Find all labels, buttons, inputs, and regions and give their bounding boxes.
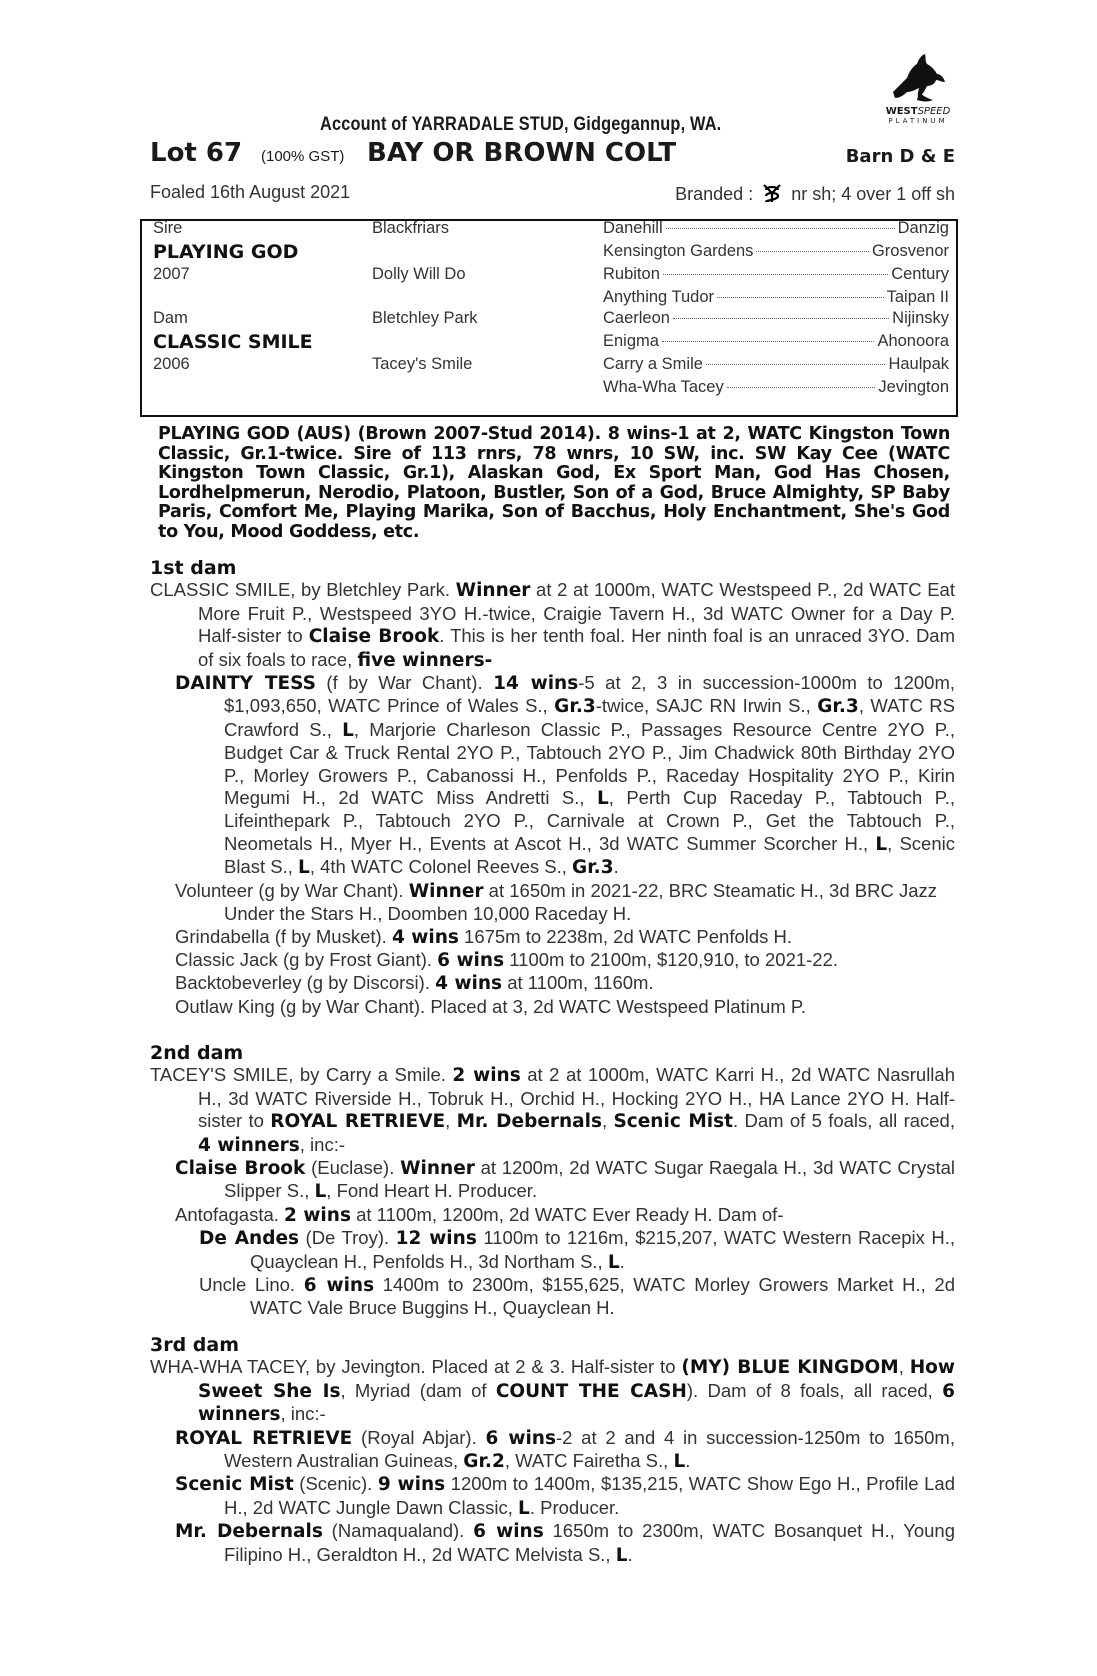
bold-run: L bbox=[596, 788, 609, 810]
text-run: , bbox=[898, 1356, 910, 1378]
bold-run: ROYAL RETRIEVE bbox=[270, 1111, 446, 1133]
bold-run: 6 wins bbox=[473, 1521, 544, 1543]
bold-run: How Sweet She Is bbox=[198, 1357, 955, 1402]
bold-run: five winners- bbox=[357, 649, 493, 671]
dam-label: Dam bbox=[153, 309, 188, 327]
section-heading: 1st dam bbox=[150, 557, 237, 579]
text-run: , Scenic Blast S., bbox=[224, 832, 955, 878]
text-run: at 1650m in 2021-22, BRC Steamatic H., 3d BRC Jazz Under the Stars H., Doomben 10,000 Raceday H. bbox=[224, 879, 937, 925]
bold-run: Scenic Mist bbox=[175, 1474, 294, 1496]
progeny-entry bbox=[150, 1427, 955, 1474]
text-run: , Fond Heart H. Producer. bbox=[326, 1180, 538, 1202]
text-run: at 1100m, 1200m, 2d WATC Ever Ready H. Dam of- bbox=[350, 1203, 784, 1225]
text-run: , WATC Fairetha S., bbox=[504, 1450, 674, 1472]
bold-run: (MY) BLUE KINGDOM bbox=[681, 1357, 899, 1379]
text-run: Backtobeverley (g by Discorsi). bbox=[175, 972, 436, 994]
text-run: 1650m to 2300m, WATC Bosanquet H., Young Filipino H., Geraldton H., 2d WATC Melvista S., bbox=[224, 1520, 955, 1565]
text-run: , 4th WATC Colonel Reeves S., bbox=[309, 856, 573, 878]
bold-run: 6 winners bbox=[198, 1380, 955, 1426]
text-run: 1100m to 2100m, $120,910, to 2021-22. bbox=[504, 948, 839, 970]
text-run: Grindabella (f by Musket). bbox=[175, 925, 392, 947]
text-run: (Scenic). bbox=[293, 1473, 378, 1495]
text-run: (Namaqualand). bbox=[322, 1520, 474, 1542]
text-run: , inc:- bbox=[299, 1133, 346, 1155]
logo-subtext: PLATINUM bbox=[888, 117, 948, 125]
sire-sire: Blackfriars bbox=[372, 219, 450, 237]
bold-run: L bbox=[314, 1181, 327, 1203]
barn-location: Barn D & E bbox=[845, 146, 955, 167]
bold-run: Claise Brook bbox=[308, 626, 440, 648]
text-run: , bbox=[602, 1110, 614, 1132]
grand-progeny-entry bbox=[150, 1227, 955, 1274]
westspeed-platinum-logo bbox=[878, 52, 958, 138]
bold-run: ROYAL RETRIEVE bbox=[175, 1427, 353, 1449]
sire-summary: PLAYING GOD (AUS) (Brown 2007-Stud 2014). 8 wins-1 at 2, WATC Kingston Town Classic, Gr.1-twice. Sire of 113 rnrs, 78 wnrs, 10 SW, inc. SW Kay Cee (WATC Kingston Town Classic, Gr.1), Alaskan God, Ex Sport Man, God Has Chosen, Lordhelpmerun, Nerodio, Platoon, Bustler, Son of a God, Bruce Almighty, SP Baby Paris, Comfort Me, Playing Marika, Son of Bacchus, Holy Enchantment, She's God to You, Mood Goddess, etc. bbox=[158, 424, 950, 542]
gg-row: Carry a Smile Haulpak bbox=[603, 355, 949, 373]
bold-run: Claise Brook bbox=[175, 1158, 306, 1180]
sire-year: 2007 bbox=[153, 265, 190, 283]
second-dam-section bbox=[150, 1042, 955, 1320]
pedigree-table bbox=[140, 219, 958, 417]
text-run: (f by War Chant). bbox=[315, 672, 494, 694]
sire-name: PLAYING GOD bbox=[153, 241, 299, 263]
bold-run: De Andes bbox=[199, 1228, 300, 1250]
dam-intro bbox=[150, 1356, 955, 1426]
text-run: at 1100m, 1160m. bbox=[502, 972, 654, 994]
text-run: , Perth Cup Raceday P., Tabtouch P., Lifeinthepark P., Tabtouch 2YO P., Carnivale at Crown P., Get the Tabtouch P., Neometals H., Myer H., Events at Ascot H., 3d WATC Summer Scorcher H., bbox=[224, 787, 955, 854]
text-run: (Royal Abjar). bbox=[352, 1426, 486, 1448]
bold-run: 2 wins bbox=[284, 1204, 351, 1226]
brand-mark-icon bbox=[762, 182, 782, 206]
bold-run: Scenic Mist bbox=[613, 1111, 734, 1133]
text-run: , Marjorie Charleson Classic P., Passages Resource Centre 2YO P., Budget Car & Truck Rental 2YO P., Tabtouch 2YO P., Jim Chadwick 80th Birthday 2YO P., Morley Growers P., Cabanossi H., Penfolds P., Raceday Hospitality 2YO P., Kirin Megumi H., 2d WATC Miss Andretti S., bbox=[224, 718, 955, 809]
text-run: . Dam of 5 foals, all raced, bbox=[733, 1110, 955, 1132]
gst-note: (100% GST) bbox=[261, 148, 345, 165]
text-run: Uncle Lino. bbox=[199, 1274, 304, 1296]
bold-run: Gr.2 bbox=[463, 1451, 505, 1473]
first-dam-section bbox=[150, 557, 955, 1018]
progeny-entry bbox=[150, 880, 955, 926]
text-run: , WATC RS Crawford S., bbox=[224, 695, 955, 740]
text-run: 1400m to 2300m, $155,625, WATC Morley Growers Market H., 2d WATC Vale Bruce Buggins H., Quayclean H. bbox=[250, 1274, 955, 1319]
text-run: (De Troy). bbox=[299, 1227, 396, 1249]
bold-run: L bbox=[342, 719, 354, 741]
dam-intro bbox=[150, 1064, 955, 1157]
text-run: -2 at 2 and 4 in succession-1250m to 1650m, Western Australian Guineas, bbox=[224, 1426, 955, 1472]
bold-run: Mr. Debernals bbox=[175, 1521, 323, 1543]
bold-run: L bbox=[875, 833, 888, 855]
progeny-entry bbox=[150, 1520, 955, 1567]
text-run: Volunteer (g by War Chant). bbox=[175, 879, 409, 901]
text-run: . Producer. bbox=[529, 1496, 620, 1518]
gg-row: Kensington Gardens Grosvenor bbox=[603, 242, 949, 260]
text-run: TACEY'S SMILE, by Carry a Smile. bbox=[150, 1064, 453, 1086]
sire-dam: Dolly Will Do bbox=[372, 265, 466, 283]
progeny-entry bbox=[150, 672, 955, 880]
progeny-entry bbox=[150, 1157, 955, 1204]
text-run: (Euclase). bbox=[305, 1157, 401, 1179]
text-run: 1675m to 2238m, 2d WATC Penfolds H. bbox=[458, 925, 793, 947]
progeny-entry bbox=[150, 949, 955, 972]
lot-number: Lot 67 bbox=[150, 138, 243, 168]
branded-label: Branded : bbox=[675, 184, 754, 204]
text-run: . bbox=[619, 1250, 625, 1272]
text-run: Outlaw King (g by War Chant). Placed at 3, 2d WATC Westspeed Platinum P. bbox=[175, 995, 806, 1017]
text-run: . This is her tenth foal. Her ninth foal is an unraced 3YO. Dam of six foals to race, bbox=[198, 625, 955, 670]
branded-info bbox=[675, 182, 955, 206]
foaled-date: Foaled 16th August 2021 bbox=[150, 182, 351, 202]
lot-description: BAY OR BROWN COLT bbox=[367, 138, 677, 168]
text-run: at 2 at 1000m, WATC Westspeed P., 2d WATC Eat More Fruit P., Westspeed 3YO H.-twice, Craigie Tavern H., 3d WATC Owner for a Day P. Half-sister to bbox=[198, 579, 955, 647]
grand-progeny-entry bbox=[150, 1274, 955, 1320]
text-run: . bbox=[685, 1450, 691, 1472]
gg-row: Danehill Danzig bbox=[603, 219, 949, 237]
bold-run: 12 wins bbox=[395, 1228, 477, 1250]
bold-run: L bbox=[607, 1251, 620, 1273]
text-run: . bbox=[613, 856, 619, 878]
bold-run: 9 wins bbox=[377, 1474, 446, 1496]
bold-run: Winner bbox=[455, 580, 531, 602]
bold-run: Gr.3 bbox=[817, 696, 859, 718]
bold-run: Mr. Debernals bbox=[456, 1111, 602, 1133]
text-run: , inc:- bbox=[280, 1403, 326, 1425]
bold-run: 6 wins bbox=[485, 1427, 556, 1449]
section-heading: 2nd dam bbox=[150, 1042, 244, 1064]
text-run: -twice, SAJC RN Irwin S., bbox=[595, 695, 818, 717]
progeny-entry bbox=[150, 1473, 955, 1520]
text-run: , Myriad (dam of bbox=[340, 1379, 496, 1401]
foal-row bbox=[150, 182, 955, 206]
third-dam-section bbox=[150, 1334, 955, 1567]
bold-run: DAINTY TESS bbox=[175, 673, 316, 695]
gg-row: Caerleon Nijinsky bbox=[603, 309, 949, 327]
dam-year: 2006 bbox=[153, 355, 190, 373]
dam-dam: Tacey's Smile bbox=[372, 355, 473, 373]
text-run: WHA-WHA TACEY, by Jevington. Placed at 2 & 3. Half-sister to bbox=[150, 1356, 682, 1378]
text-run: CLASSIC SMILE, by Bletchley Park. bbox=[150, 579, 456, 601]
bold-run: Gr.3 bbox=[572, 857, 614, 879]
bold-run: L bbox=[518, 1497, 530, 1519]
dam-name: CLASSIC SMILE bbox=[153, 331, 313, 353]
logo-brand-text: WESTSPEED bbox=[885, 106, 951, 117]
progeny-entry bbox=[150, 1204, 955, 1227]
bold-run: L bbox=[298, 857, 310, 879]
text-run: , bbox=[445, 1110, 457, 1132]
gg-row: Wha-Wha Tacey Jevington bbox=[603, 378, 949, 396]
bold-run: 4 wins bbox=[391, 926, 459, 948]
gg-row: Anything Tudor Taipan II bbox=[603, 288, 949, 306]
text-run: -5 at 2, 3 in succession-1000m to 1200m, $1,093,650, WATC Prince of Wales S., bbox=[224, 672, 955, 717]
text-run: at 2 at 1000m, WATC Karri H., 2d WATC Nasrullah H., 3d WATC Riverside H., Tobruk H., Orchid H., Hocking 2YO H., HA Lance 2YO H. Half-sister to bbox=[198, 1064, 955, 1132]
lot-row bbox=[150, 138, 955, 174]
sire-label: Sire bbox=[153, 219, 183, 237]
bold-run: 4 wins bbox=[435, 973, 503, 995]
bold-run: Gr.3 bbox=[554, 696, 596, 718]
horse-jockey-icon bbox=[889, 52, 947, 104]
bold-run: 6 wins bbox=[437, 949, 505, 971]
dam-intro bbox=[150, 579, 955, 672]
dam-sire: Bletchley Park bbox=[372, 309, 478, 327]
section-heading: 3rd dam bbox=[150, 1334, 240, 1356]
bold-run: L bbox=[673, 1451, 686, 1473]
progeny-entry bbox=[150, 996, 955, 1018]
progeny-entry bbox=[150, 972, 955, 995]
bold-run: 14 wins bbox=[493, 673, 579, 695]
gg-row: Rubiton Century bbox=[603, 265, 949, 283]
progeny-entry bbox=[150, 926, 955, 949]
bold-run: 6 wins bbox=[303, 1275, 375, 1297]
bold-run: 2 wins bbox=[452, 1065, 521, 1087]
text-run: ). Dam of 8 foals, all raced, bbox=[686, 1379, 943, 1401]
text-run: Antofagasta. bbox=[175, 1203, 285, 1225]
text-run: 1100m to 1216m, $215,207, WATC Western Racepix H., Quayclean H., Penfolds H., 3d Northam S., bbox=[250, 1227, 956, 1272]
bold-run: COUNT THE CASH bbox=[495, 1380, 687, 1402]
text-run: . bbox=[627, 1543, 633, 1565]
text-run: Classic Jack (g by Frost Giant). bbox=[175, 948, 438, 970]
text-run: 1200m to 1400m, $135,215, WATC Show Ego H., Profile Lad H., 2d WATC Jungle Dawn Classic, bbox=[224, 1473, 955, 1518]
text-run: at 1200m, 2d WATC Sugar Raegala H., 3d WATC Crystal Slipper S., bbox=[224, 1157, 955, 1202]
gg-row: Enigma Ahonoora bbox=[603, 332, 949, 350]
bold-run: 4 winners bbox=[198, 1134, 300, 1156]
bold-run: Winner bbox=[400, 1158, 475, 1180]
branded-detail: nr sh; 4 over 1 off sh bbox=[791, 184, 955, 204]
bold-run: L bbox=[615, 1544, 628, 1566]
consignor-account: Account of YARRADALE STUD, Gidgegannup, WA. bbox=[320, 114, 722, 135]
bold-run: Winner bbox=[408, 880, 484, 902]
